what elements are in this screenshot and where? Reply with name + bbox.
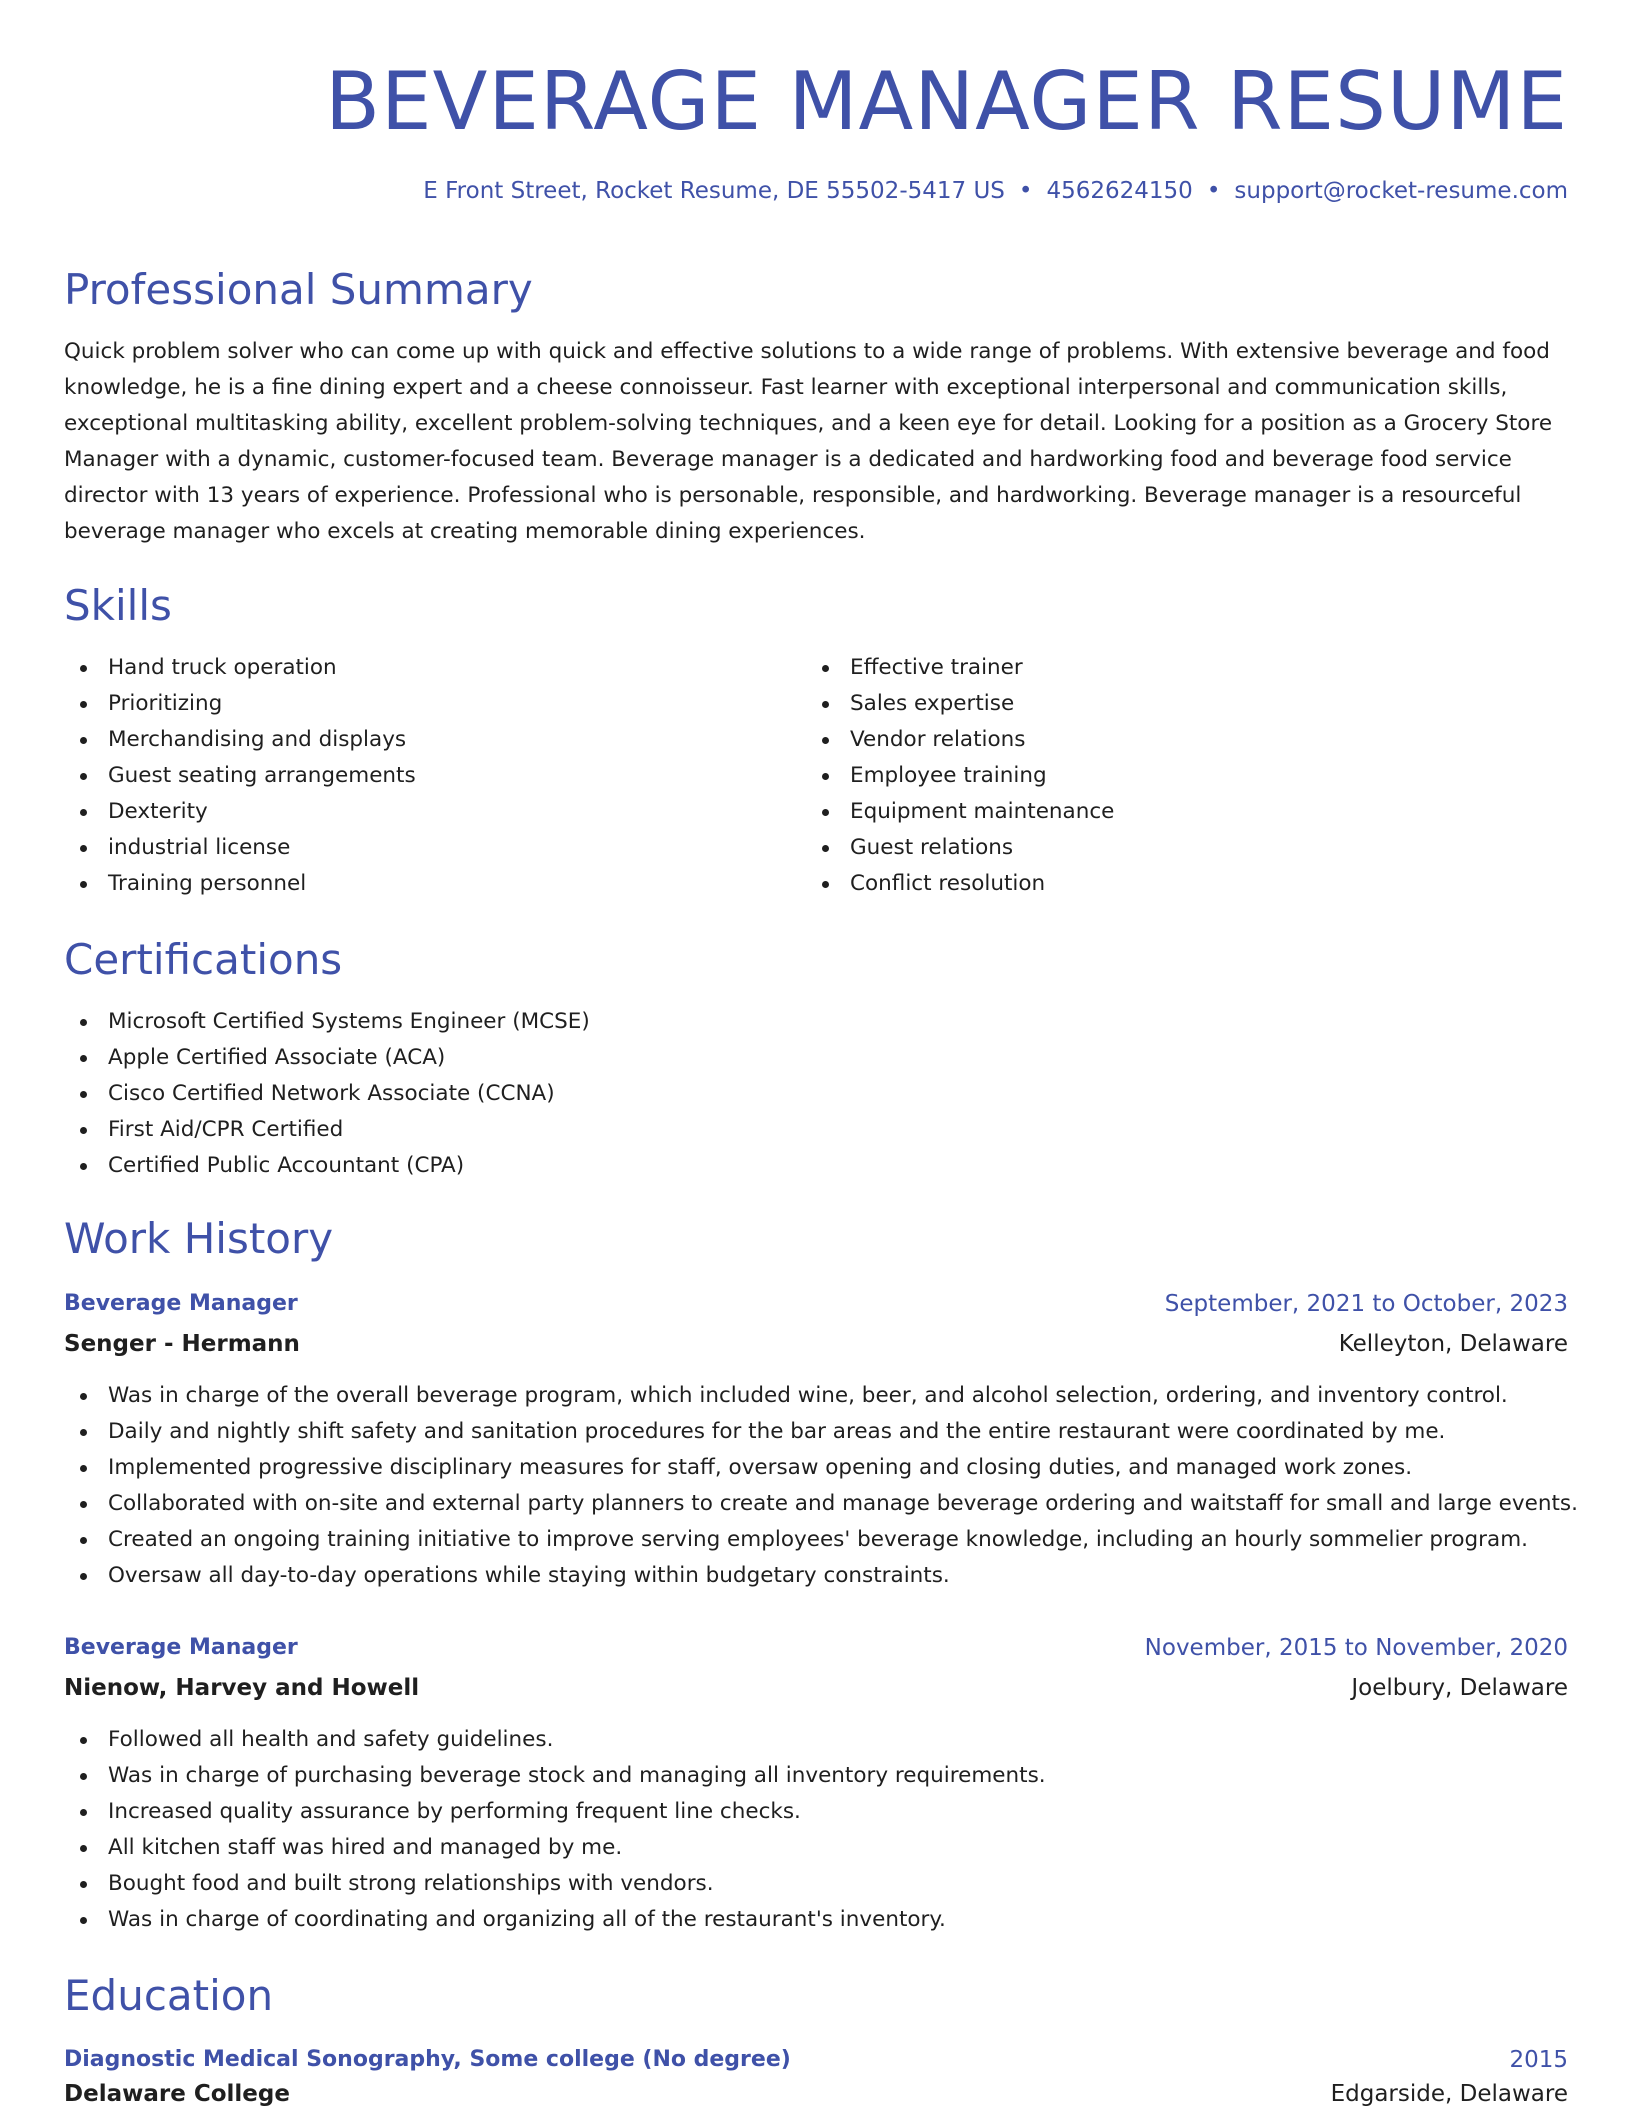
job-duty-item: Followed all health and safety guidelines. [64, 1722, 1046, 1758]
certification-item: Certified Public Accountant (CPA) [64, 1148, 590, 1184]
contact-line [423, 178, 1568, 204]
job-duty-item: Was in charge of coordinating and organizing all of the restaurant's inventory. [64, 1902, 1046, 1938]
education-degree: Diagnostic Medical Sonography, Some college (No degree) [64, 2047, 791, 2072]
skill-item: Prioritizing [64, 686, 416, 722]
contact-phone: 4562624150 [1046, 178, 1193, 204]
job-company-row [64, 1326, 1568, 1362]
job-title: Beverage Manager [64, 1635, 298, 1660]
education-school-row [64, 2076, 1568, 2112]
skill-item: Conflict resolution [806, 866, 1114, 902]
contact-separator: • [1018, 178, 1033, 204]
job-duty-item: Was in charge of purchasing beverage stock and managing all inventory requirements. [64, 1758, 1046, 1794]
certification-item: Cisco Certified Network Associate (CCNA) [64, 1076, 590, 1112]
skills-heading: Skills [64, 581, 172, 630]
contact-email: support@rocket-resume.com [1234, 178, 1568, 204]
skill-item: Merchandising and displays [64, 722, 416, 758]
education-school: Delaware College [64, 2081, 290, 2107]
work-history-heading: Work History [64, 1214, 334, 1263]
skill-item: Training personnel [64, 866, 416, 902]
education-heading: Education [64, 1971, 274, 2020]
job-location: Joelbury, Delaware [1351, 1675, 1568, 1701]
skills-list-left [64, 650, 416, 902]
skill-item: Dexterity [64, 794, 416, 830]
skill-item: Guest relations [806, 830, 1114, 866]
resume-header [64, 0, 1568, 152]
job-duty-item: All kitchen staff was hired and managed by me. [64, 1830, 1046, 1866]
certification-item: Apple Certified Associate (ACA) [64, 1040, 590, 1076]
skill-item: Sales expertise [806, 686, 1114, 722]
job-title: Beverage Manager [64, 1291, 298, 1316]
job-duty-item: Was in charge of the overall beverage program, which included wine, beer, and alcohol selection, ordering, and inventory control. [64, 1378, 1578, 1414]
summary-text: Quick problem solver who can come up with quick and effective solutions to a wide range of problems. With extensive beverage and food knowledge, he is a fine dining expert and a cheese connoisseur. Fast learner with exceptional interpersonal and communication skills, exceptional multitasking ability, excellent problem-solving techniques, and a keen eye for detail. Looking for a position as a Grocery Store Manager with a dynamic, customer-focused team. Beverage manager is a dedicated and hardworking food and beverage food service director with 13 years of experience. Professional who is personable, responsible, and hardworking. Beverage manager is a resourceful beverage manager who excels at creating memorable dining experiences. [64, 339, 1553, 544]
skill-item: industrial license [64, 830, 416, 866]
job-title-row [64, 1286, 1568, 1322]
contact-separator: • [1206, 178, 1221, 204]
skill-item: Equipment maintenance [806, 794, 1114, 830]
job-duties-list [64, 1722, 1046, 1938]
skill-item: Employee training [806, 758, 1114, 794]
job-duty-item: Collaborated with on-site and external party planners to create and manage beverage ordering and waitstaff for small and large events. [64, 1486, 1578, 1522]
education-location: Edgarside, Delaware [1330, 2081, 1568, 2107]
skill-item: Hand truck operation [64, 650, 416, 686]
skill-item: Vendor relations [806, 722, 1114, 758]
contact-address: E Front Street, Rocket Resume, DE 55502-5417 US [423, 178, 1005, 204]
job-duty-item: Daily and nightly shift safety and sanitation procedures for the bar areas and the entire restaurant were coordinated by me. [64, 1414, 1578, 1450]
certification-item: First Aid/CPR Certified [64, 1112, 590, 1148]
job-duty-item: Oversaw all day-to-day operations while staying within budgetary constraints. [64, 1558, 1578, 1594]
skill-item: Guest seating arrangements [64, 758, 416, 794]
certification-item: Microsoft Certified Systems Engineer (MCSE) [64, 1004, 590, 1040]
resume-title: BEVERAGE MANAGER RESUME [325, 55, 1568, 148]
job-title-row [64, 1630, 1568, 1666]
job-dates: September, 2021 to October, 2023 [1164, 1291, 1568, 1317]
education-degree-row [64, 2042, 1568, 2078]
job-company-row [64, 1670, 1568, 1706]
job-duty-item: Implemented progressive disciplinary measures for staff, oversaw opening and closing duties, and managed work zones. [64, 1450, 1578, 1486]
summary-heading: Professional Summary [64, 265, 533, 314]
job-duties-list [64, 1378, 1578, 1594]
job-location: Kelleyton, Delaware [1338, 1331, 1568, 1357]
job-duty-item: Created an ongoing training initiative to improve serving employees' beverage knowledge, including an hourly sommelier program. [64, 1522, 1578, 1558]
education-year: 2015 [1509, 2047, 1568, 2073]
job-duty-item: Bought food and built strong relationships with vendors. [64, 1866, 1046, 1902]
resume-page [64, 0, 1578, 2107]
job-company: Nienow, Harvey and Howell [64, 1675, 420, 1701]
job-company: Senger - Hermann [64, 1331, 300, 1357]
skill-item: Effective trainer [806, 650, 1114, 686]
certifications-heading: Certifications [64, 935, 343, 984]
certifications-list [64, 1004, 590, 1184]
skills-list-right [806, 650, 1114, 902]
job-duty-item: Increased quality assurance by performing frequent line checks. [64, 1794, 1046, 1830]
job-dates: November, 2015 to November, 2020 [1144, 1635, 1568, 1661]
